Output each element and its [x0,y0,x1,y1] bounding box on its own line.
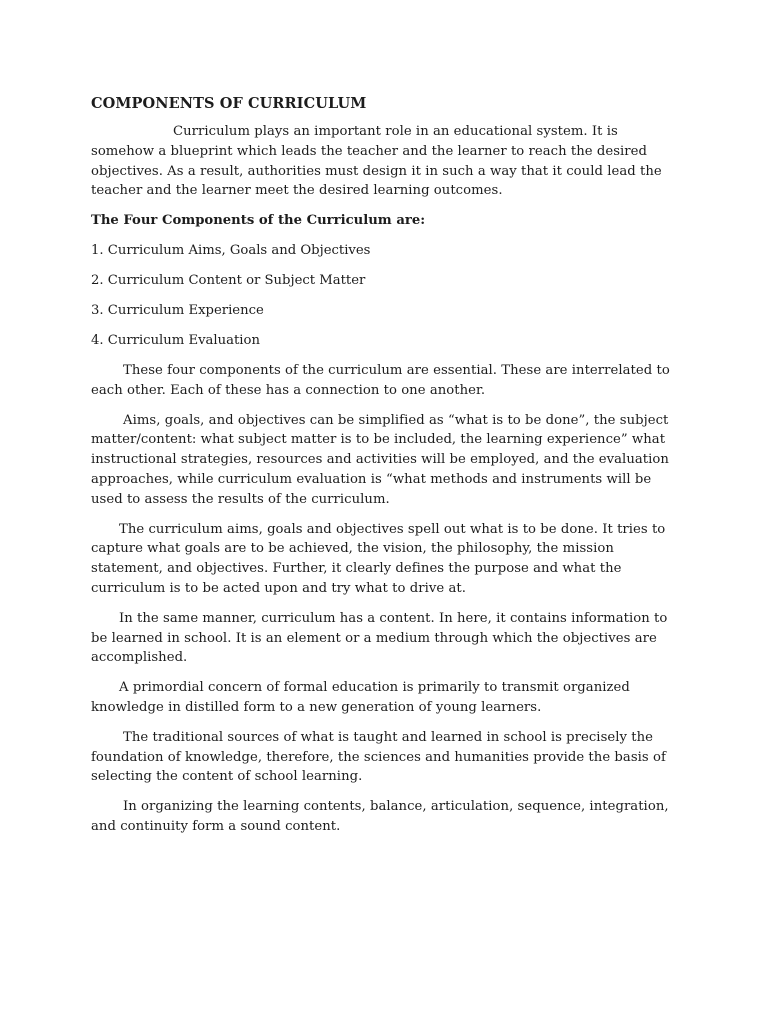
list-item-evaluation: 4. Curriculum Evaluation [91,332,260,348]
body-paragraph-aims-goals: The curriculum aims, goals and objectives spell out what is to be done. It tries to capture what goals are to be achieved, the vision, the philosophy, the mission statement, and objectives. Further, it clearly defines the purpose and what the curriculum is to be acted upon and try what to drive at. [91,521,666,596]
document-page [91,94,679,847]
components-subheading: The Four Components of the Curriculum are: [91,213,426,229]
list-item-experience: 3. Curriculum Experience [91,302,264,318]
body-paragraph-primordial-concern: A primordial concern of formal education is primarily to transmit organized knowledge in distilled form to a new generation of young learners. [91,680,630,715]
list-item-content: 2. Curriculum Content or Subject Matter [91,272,366,288]
body-paragraph-content: In the same manner, curriculum has a content. In here, it contains information to be learned in school. It is an element or a medium through which the objectives are accomplished. [91,610,668,666]
body-paragraph-traditional-sources: The traditional sources of what is taught and learned in school is precisely the foundation of knowledge, therefore, the sciences and humanities provide the basis of selecting the content of school learning. [91,729,666,785]
body-paragraph-interrelated: These four components of the curriculum are essential. These are interrelated to each other. Each of these has a connection to one another. [91,362,670,398]
body-paragraph-aims-simplified: Aims, goals, and objectives can be simplified as “what is to be done”, the subject matter/content: what subject matter is to be included, the learning experience” what instructional strategies, resources and activities will be employed, and the evaluation approaches, while curriculum evaluation is “what methods and instruments will be used to assess the results of the curriculum. [91,412,669,507]
intro-paragraph: Curriculum plays an important role in an educational system. It is somehow a blueprint which leads the teacher and the learner to reach the desired objectives. As a result, authorities must design it in such a way that it could lead the teacher and the learner meet the desired learning outcomes. [91,124,662,199]
list-item-aims: 1. Curriculum Aims, Goals and Objectives [91,242,371,258]
page-title: COMPONENTS OF CURRICULUM [91,95,367,112]
body-paragraph-organizing: In organizing the learning contents, balance, articulation, sequence, integration, and continuity form a sound content. [91,799,669,834]
